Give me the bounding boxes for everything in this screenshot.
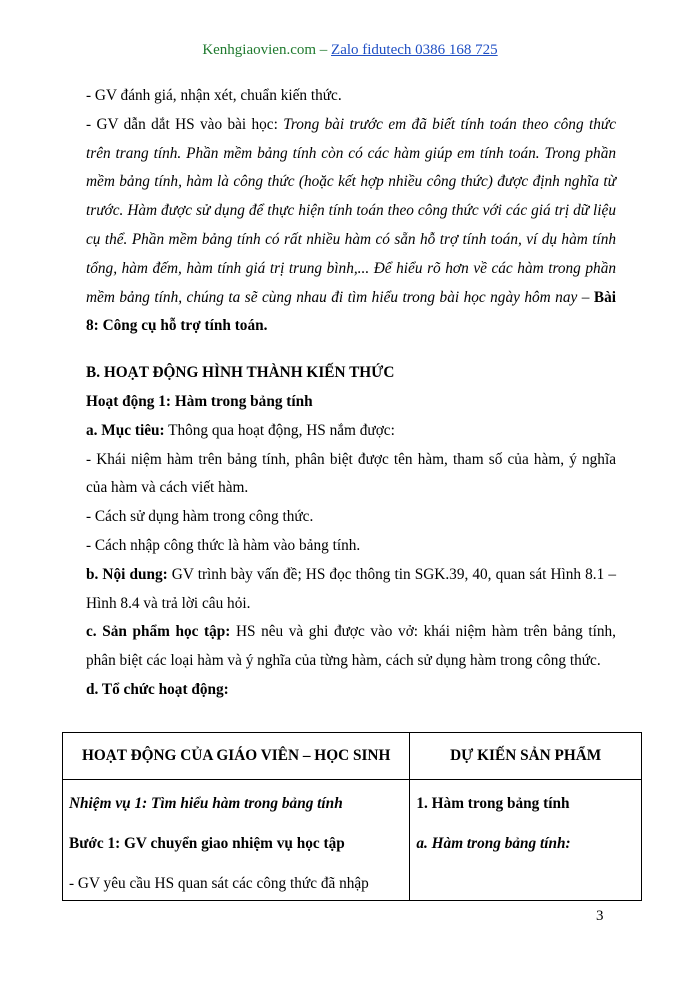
goal-paragraph xyxy=(86,417,616,446)
goal-item-1: - Khái niệm hàm trên bảng tính, phân biệt được tên hàm, tham số của hàm, ý nghĩa của hàm và cách viết hàm. xyxy=(86,450,616,497)
task-instruction: - GV yêu cầu HS quan sát các công thức đã nhập xyxy=(69,875,369,892)
content-label: b. Nội dung: xyxy=(86,565,168,583)
teacher-student-cell xyxy=(63,780,410,901)
lesson-title: Bài 8: Công cụ hỗ trợ tính toán. xyxy=(86,288,616,335)
expected-product-header: DỰ KIẾN SẢN PHẨM xyxy=(410,733,642,780)
goal-item-3: - Cách nhập công thức là hàm vào bảng tính. xyxy=(86,536,361,554)
goal-text: Thông qua hoạt động, HS nắm được: xyxy=(164,421,395,439)
table-header-row xyxy=(63,733,642,780)
expected-product-cell xyxy=(410,780,642,901)
activity-title: Hoạt động 1: Hàm trong bảng tính xyxy=(86,392,313,410)
intro-line-1: - GV đánh giá, nhận xét, chuẩn kiến thức. xyxy=(86,87,342,104)
header-zalo-link[interactable]: Zalo fidutech 0386 168 725 xyxy=(331,42,498,58)
intro-paragraph xyxy=(86,111,616,341)
content-paragraph xyxy=(86,561,616,619)
table-row xyxy=(63,780,642,901)
goal-label: a. Mục tiêu: xyxy=(86,421,165,439)
intro-prefix: - GV dẫn dắt HS vào bài học: xyxy=(86,115,284,133)
activity-table xyxy=(62,732,642,901)
header-site: Kenhgiaovien.com xyxy=(202,42,317,58)
task-title: Nhiệm vụ 1: Tìm hiểu hàm trong bảng tính xyxy=(69,795,343,812)
goal-item-2: - Cách sử dụng hàm trong công thức. xyxy=(86,508,314,526)
product-subheading: a. Hàm trong bảng tính: xyxy=(416,835,571,852)
page-header xyxy=(0,42,700,59)
product-text: HS nêu và ghi được vào vở: khái niệm hàm trên bảng tính, phân biệt các loại hàm và ý nghĩa của từng hàm, cách sử dụng hàm trong công thức. xyxy=(86,623,616,670)
step-title: Bước 1: GV chuyển giao nhiệm vụ học tập xyxy=(69,835,345,852)
header-separator: – xyxy=(316,42,332,58)
product-paragraph xyxy=(86,618,616,676)
product-label: c. Sản phẩm học tập: xyxy=(86,623,231,641)
intro-italic-text: Trong bài trước em đã biết tính toán theo công thức trên trang tính. Phần mềm bảng tính còn có các hàm giúp em tính toán. Trong phần mềm bảng tính, hàm là công thức (hoặc kết hợp nhiều công thức) được định nghĩa từ trước. Hàm được sử dụng để thực hiện tính toán theo công thức với các giá trị dữ liệu cụ thể. Phần mềm bảng tính có rất nhiều hàm có sẵn hỗ trợ tính toán, ví dụ hàm tính tổng, hàm đếm, hàm tính giá trị trung bình,... Để hiểu rõ hơn về các hàm trong phần mềm bảng tính, chúng ta sẽ cùng nhau đi tìm hiểu trong bài học ngày hôm nay – xyxy=(86,115,616,306)
content-text: GV trình bày vấn đề; HS đọc thông tin SGK.39, 40, quan sát Hình 8.1 – Hình 8.4 và trả lời câu hỏi. xyxy=(86,565,616,612)
section-b-title: B. HOẠT ĐỘNG HÌNH THÀNH KIẾN THỨC xyxy=(86,364,395,382)
organization-label: d. Tổ chức hoạt động: xyxy=(86,680,229,698)
document-body xyxy=(86,82,616,705)
teacher-student-header: HOẠT ĐỘNG CỦA GIÁO VIÊN – HỌC SINH xyxy=(63,733,410,780)
product-heading: 1. Hàm trong bảng tính xyxy=(416,795,570,812)
page-number: 3 xyxy=(596,908,604,924)
